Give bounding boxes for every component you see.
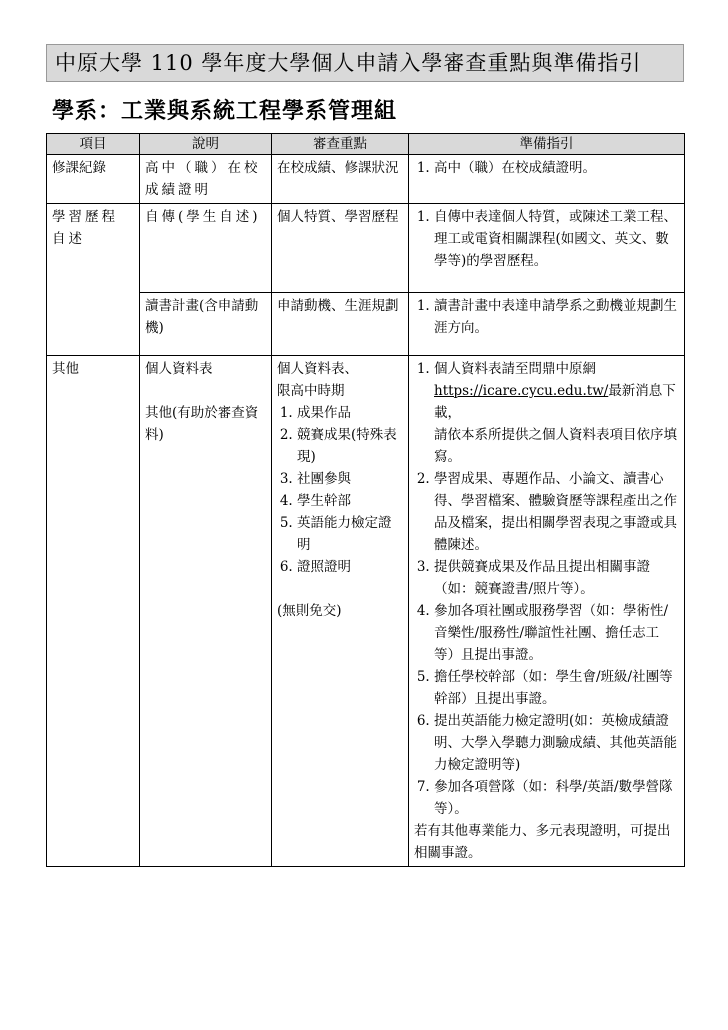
description-cell — [140, 356, 272, 867]
table-row — [47, 356, 685, 867]
guide-text: 個人資料表請至問鼎中原網 — [434, 361, 596, 377]
item-cell: 修課紀錄 — [47, 155, 140, 204]
focus-cell: 個人特質、學習歷程 — [272, 204, 409, 293]
guide-item: 6. 提出英語能力檢定證明(如：英檢成績證明、大學入學聽力測驗成績、其他英語能力檢定證明等) — [434, 710, 679, 776]
description-line: 個人資料表 — [145, 361, 213, 377]
description-cell: 高中（職）在校成績證明 — [140, 155, 272, 204]
table-row — [47, 293, 685, 356]
item-cell: 其他 — [47, 356, 140, 867]
guide-item: 2. 學習成果、專題作品、小論文、讀書心得、學習檔案、體驗資歷等課程產出之作品及檔案，提出相關學習表現之事證或具體陳述。 — [434, 468, 679, 556]
table-row — [47, 155, 685, 204]
focus-item: 5. 英語能力檢定證明 — [297, 512, 403, 556]
guide-cell — [409, 356, 685, 867]
guide-cell — [409, 293, 685, 356]
focus-item: 4. 學生幹部 — [297, 490, 403, 512]
focus-intro: 個人資料表、 — [277, 361, 358, 377]
department-heading: 學系：工業與系統工程學系管理組 — [52, 98, 398, 124]
guide-cell — [409, 204, 685, 293]
guide-item: 4. 參加各項社團或服務學習（如：學術性/音樂性/服務性/聯誼性社團、擔任志工等）且提出事證。 — [434, 600, 679, 666]
guide-text: 最新消息下載， — [434, 383, 676, 421]
guide-item: 1. 自傳中表達個人特質，或陳述工業工程、理工或電資相關課程(如國文、英文、數學等)的學習歷程。 — [434, 206, 679, 272]
guide-item: 3. 提供競賽成果及作品且提出相關事證（如：競賽證書/照片等）。 — [434, 556, 679, 600]
focus-note: (無則免交) — [277, 603, 342, 619]
header-preparation-guide: 準備指引 — [409, 134, 685, 155]
focus-item: 1. 成果作品 — [297, 402, 403, 424]
guide-extra: 請依本系所提供之個人資料表項目依序填寫。 — [434, 427, 677, 465]
description-line: 其他(有助於審查資料) — [145, 405, 259, 443]
focus-item: 3. 社團參與 — [297, 468, 403, 490]
page-title: 中原大學 110 學年度大學個人申請入學審查重點與準備指引 — [46, 44, 684, 82]
focus-item: 6. 證照證明 — [297, 556, 403, 578]
guide-note: 若有其他專業能力、多元表現證明，可提出相關事證。 — [414, 823, 671, 861]
header-item: 項目 — [47, 134, 140, 155]
guide-cell — [409, 155, 685, 204]
guide-item — [434, 358, 679, 468]
description-cell: 讀書計畫(含申請動機) — [140, 293, 272, 356]
focus-cell — [272, 356, 409, 867]
table-header-row — [47, 134, 685, 155]
focus-intro: 限高中時期 — [277, 383, 345, 399]
description-cell: 自傳(學生自述) — [140, 204, 272, 293]
icare-link[interactable]: https://icare.cycu.edu.tw/ — [434, 383, 609, 399]
focus-cell: 申請動機、生涯規劃 — [272, 293, 409, 356]
guide-item: 1. 高中（職）在校成績證明。 — [434, 157, 679, 179]
guide-item: 5. 擔任學校幹部（如：學生會/班級/社團等幹部）且提出事證。 — [434, 666, 679, 710]
item-cell: 學習歷程自述 — [47, 204, 140, 356]
review-guide-table — [46, 133, 685, 867]
table-row — [47, 204, 685, 293]
header-review-focus: 審查重點 — [272, 134, 409, 155]
focus-item: 2. 競賽成果(特殊表現) — [297, 424, 403, 468]
header-description: 說明 — [140, 134, 272, 155]
guide-item: 7. 參加各項營隊（如：科學/英語/數學營隊等）。 — [434, 776, 679, 820]
guide-item: 1. 讀書計畫中表達申請學系之動機並規劃生涯方向。 — [434, 295, 679, 339]
focus-cell: 在校成績、修課狀況 — [272, 155, 409, 204]
